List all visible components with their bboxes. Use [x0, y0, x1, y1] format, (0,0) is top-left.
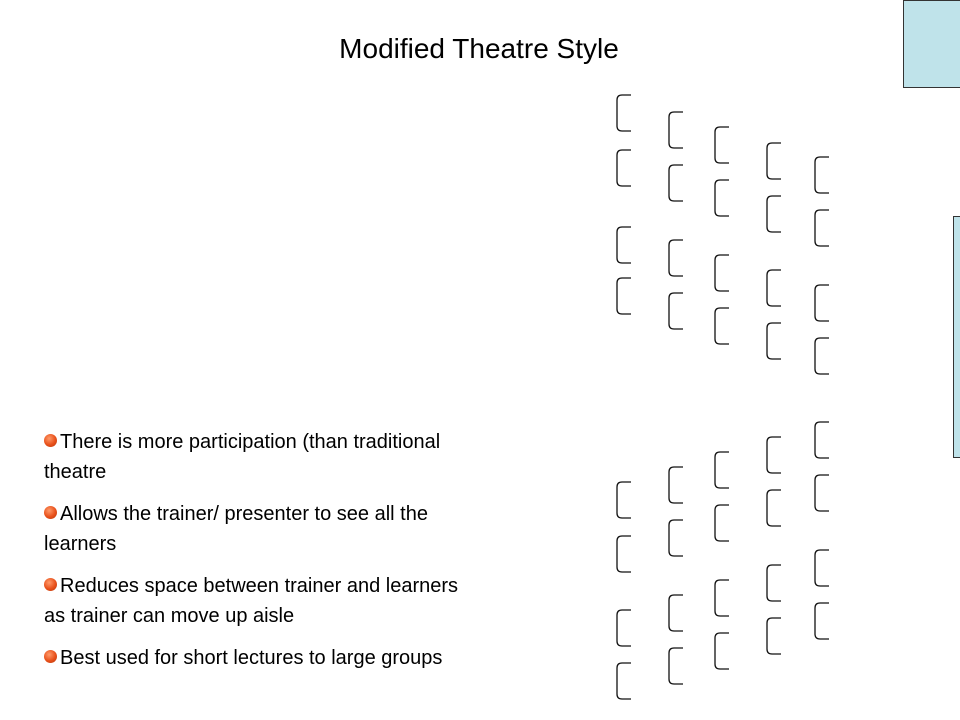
- seat-chair-icon: [617, 278, 631, 314]
- seat-chair-icon: [669, 112, 683, 148]
- seat-chair-icon: [715, 580, 729, 616]
- seat-chair-icon: [767, 437, 781, 473]
- seat-chair-icon: [715, 127, 729, 163]
- seat-chair-icon: [815, 550, 829, 586]
- seat-chair-icon: [669, 520, 683, 556]
- bullet-text: Best used for short lectures to large groups: [60, 647, 443, 669]
- bullet-icon: [44, 506, 57, 519]
- bullet-text: Reduces space between trainer and learners as trainer can move up aisle: [44, 575, 459, 627]
- seat-chair-icon: [617, 663, 631, 699]
- seat-chair-icon: [617, 482, 631, 518]
- seat-chair-icon: [669, 467, 683, 503]
- seat-chair-icon: [669, 595, 683, 631]
- seat-chair-icon: [669, 648, 683, 684]
- seat-chair-icon: [617, 150, 631, 186]
- seat-chair-icon: [767, 618, 781, 654]
- seat-chair-icon: [715, 633, 729, 669]
- bullet-item: [44, 499, 464, 559]
- seat-chair-icon: [669, 293, 683, 329]
- seat-chair-icon: [617, 610, 631, 646]
- bullet-text: Allows the trainer/ presenter to see all the learners: [44, 503, 428, 555]
- bullet-icon: [44, 578, 57, 591]
- seat-chair-icon: [715, 180, 729, 216]
- seat-chair-icon: [669, 165, 683, 201]
- seat-chair-icon: [815, 157, 829, 193]
- seat-chair-icon: [767, 143, 781, 179]
- seat-chair-icon: [767, 270, 781, 306]
- slide-title: Modified Theatre Style: [339, 33, 619, 64]
- bullet-item: [44, 427, 464, 487]
- seat-chair-icon: [617, 227, 631, 263]
- bullet-item: [44, 643, 464, 673]
- bullet-item: [44, 571, 464, 631]
- seat-chair-icon: [715, 452, 729, 488]
- bullet-list: [44, 427, 464, 685]
- seat-chair-icon: [815, 422, 829, 458]
- bullet-icon: [44, 434, 57, 447]
- seat-chair-icon: [815, 210, 829, 246]
- seat-chair-icon: [617, 536, 631, 572]
- seat-chair-icon: [815, 603, 829, 639]
- seat-chair-icon: [767, 490, 781, 526]
- bullet-icon: [44, 650, 57, 663]
- seat-chair-icon: [767, 323, 781, 359]
- seat-chair-icon: [815, 475, 829, 511]
- seat-chair-icon: [715, 308, 729, 344]
- seat-chair-icon: [715, 505, 729, 541]
- seat-chair-icon: [767, 196, 781, 232]
- seat-chair-icon: [715, 255, 729, 291]
- seat-chair-icon: [815, 338, 829, 374]
- seat-chair-icon: [669, 240, 683, 276]
- seat-chair-icon: [815, 285, 829, 321]
- seat-chair-icon: [617, 95, 631, 131]
- bullet-text: There is more participation (than traditional theatre: [44, 431, 441, 483]
- seat-chair-icon: [767, 565, 781, 601]
